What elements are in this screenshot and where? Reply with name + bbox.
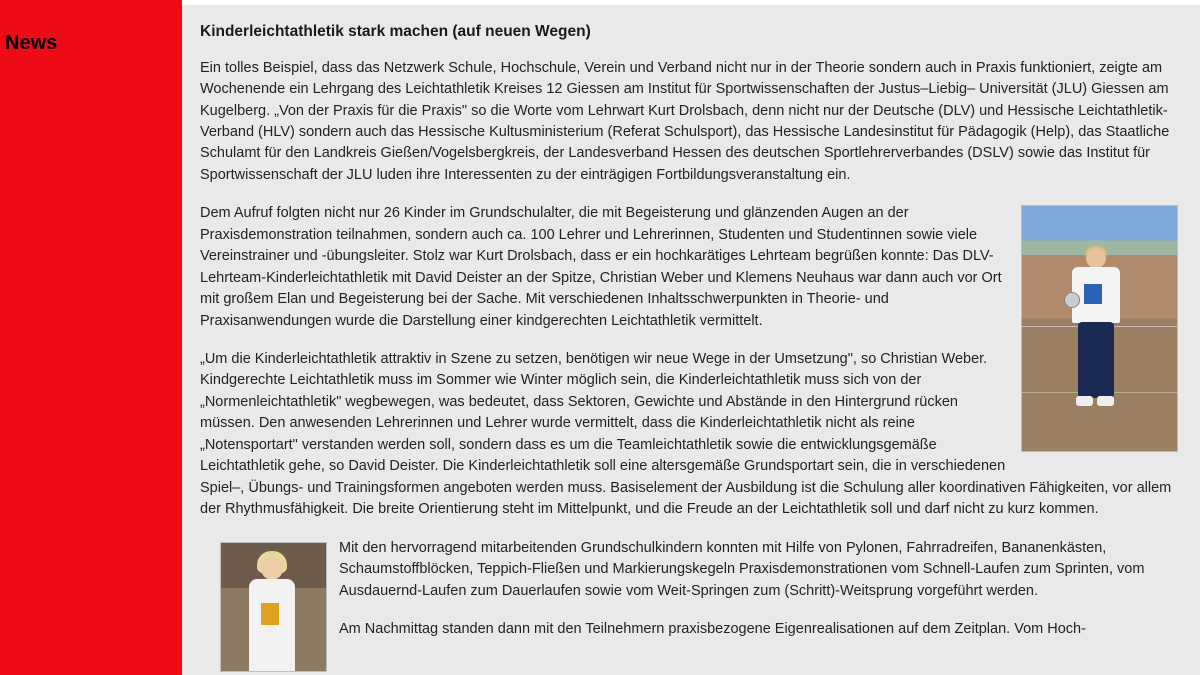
girl-portrait-photo xyxy=(220,542,327,672)
article-paragraph-2: Dem Aufruf folgten nicht nur 26 Kinder im Grundschulalter, die mit Begeisterung und glänzenden Augen an der Praxisdemonstration teilnahmen, sondern auch ca. 100 Lehrer und Lehrerinnen, Studenten und Studentinnen sowie viele Vereinstrainer und -übungsleiter. Stolz war Kurt Drolsbach, dass er ein hochkarätiges Lehrteam begrüßen konnte: Das DLV-Lehrteam-Kinderleichtathletik mit David Deister an der Spitze, Christian Weber und Klemens Neuhaus war dann auch vor Ort mit großem Elan und Begeisterung bei der Sache. Mit verschiedenen Inhaltsschwerpunkten in Theorie- und Praxisanwendungen wurde die Darstellung einer kindgerechten Leichtathletik vermittelt. xyxy=(200,205,1002,329)
article-panel xyxy=(182,5,1200,675)
sidebar-title: News xyxy=(5,32,58,54)
page-title: Kinderleichtathletik stark machen (auf neuen Wegen) xyxy=(200,23,591,40)
girl-head xyxy=(261,557,283,580)
boy-shoe-left xyxy=(1076,396,1093,406)
article-paragraph-3: „Um die Kinderleichtathletik attraktiv in Szene zu setzen, benötigen wir neue Wege in der Umsetzung", so Christian Weber. Kindgerechte Leichtathletik muss im Sommer wie Winter möglich sein, die Kinderleichtathletik muss sich von der „Normenleichtathletik" wegbewegen, was bedeutet, dass Sektoren, Gewichte und Abstände in den Hintergrund rücken müssen. Den anwesenden Lehrerinnen und Lehrer wurde vermittelt, dass die Kinderleichtathletik nicht als reine „Notensportart" verstanden werden soll, sondern dass es um die Teamleichtathletik sowie die entwicklungsgemäße Leichtathletik gehe, so David Deister. Die Kinderleichtathletik soll eine altersgemäße Grundsportart sein, die in verschiedenen Spiel–, Übungs- und Trainingsformen angeboten werden muss. Basiselement der Ausbildung ist die Schulung aller koordinativen Fähigkeiten, vor allem der Rhythmusfähigkeit. Die breite Orientierung steht im Mittelpunkt, und die Freude an der Leichtathletik soll und darf nicht zu kurz kommen. xyxy=(200,351,1172,518)
article-body xyxy=(182,5,1200,675)
boy-figure xyxy=(1064,248,1126,428)
article-paragraph-1: Ein tolles Beispiel, dass das Netzwerk Schule, Hochschule, Verein und Verband nicht nur in der Theorie sondern auch in Praxis funktioniert, zeigte am Wochenende ein Lehrgang des Leichtathletik Kreises 12 Giessen am Institut für Sportwissenschaften der Justus–Liebig– Universität (JLU) Giessen am Kugelberg. „Von der Praxis für die Praxis" so die Worte vom Lehrwart Kurt Drolsbach, denn nicht nur der Deutsche (DLV) und Hessische Leichtathletik-Verband (HLV) sondern auch das Hessische Kultusministerium (Referat Schulsport), das Hessische Landesinstitut für Pädagogik (Help), das Staatliche Schulamt für den Landkreis Gießen/Vogelsbergkreis, der Landesverband Hessen des deutschen Sportlehrerverbandes (DSLV) sowie das Institut für Sportwissenschaft der JLU luden ihre Interessenten zu der einträgigen Fortbildungsveranstaltung ein. xyxy=(200,59,1170,183)
shirt-print xyxy=(1084,284,1102,304)
girl-shirt-print xyxy=(261,603,279,625)
boy-pants xyxy=(1078,322,1114,398)
girl-shirt xyxy=(249,579,295,671)
boy-shoe-right xyxy=(1097,396,1114,406)
boy-throwing-photo xyxy=(1021,205,1178,452)
sidebar xyxy=(0,0,182,675)
boy-head xyxy=(1086,248,1106,268)
article-paragraph-5: Am Nachmittag standen dann mit den Teilnehmern praxisbezogene Eigenrealisationen auf dem Zeitplan. Vom Hoch- xyxy=(339,621,1086,638)
article-paragraph-4: Mit den hervorragend mitarbeitenden Grundschulkindern konnten mit Hilfe von Pylonen, Fahrradreifen, Bananenkästen, Schaumstoffblöcken, Teppich-Fließen und Markierungskegeln Praxisdemonstrationen vom Schnell-Laufen zum Sprinten, vom Ausdauernd-Laufen zum Dauerlaufen sowie vom Weit-Springen zum (Schritt)-Weitsprung vorgeführt werden. xyxy=(339,539,1145,599)
